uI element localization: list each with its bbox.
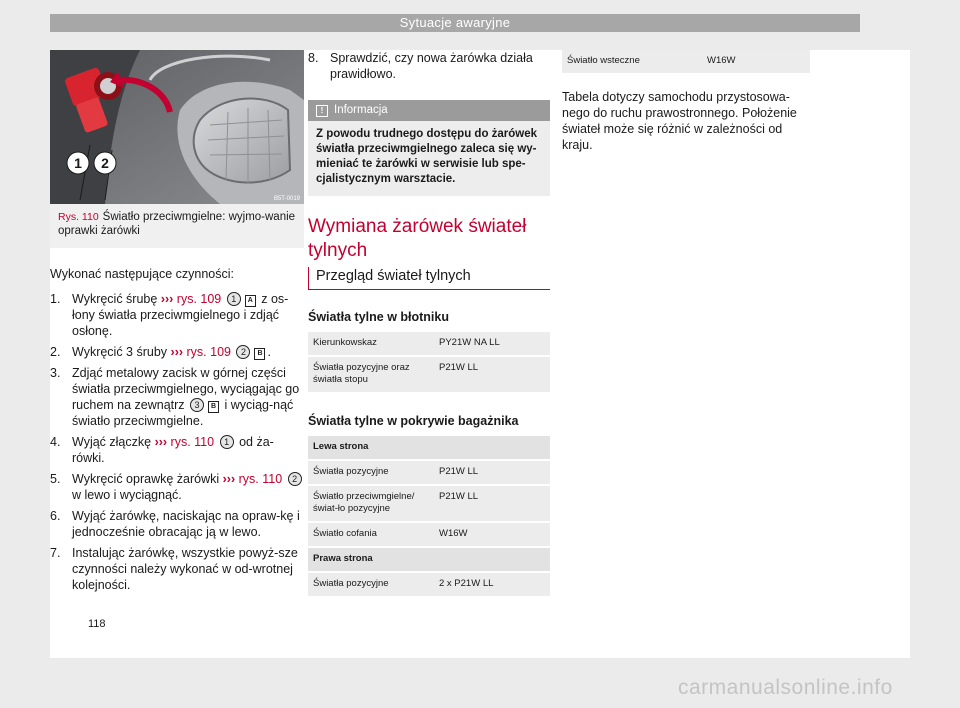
table-row: Światło cofania W16W xyxy=(308,522,550,547)
callout-marker: 1 xyxy=(227,292,241,306)
table-note: Tabela dotyczy samochodu przystosowa-nego do ruchu prawostronnego. Położenie świateł może się różnić w zależności od kraju. xyxy=(562,90,797,152)
table-reverse-light xyxy=(562,50,810,75)
table-row-header: Prawa strona xyxy=(308,547,550,572)
figure-code: B5T-0019 xyxy=(273,196,300,202)
info-box-header: ! Informacja xyxy=(308,100,550,121)
column-right xyxy=(562,50,810,153)
callout-1: 1 xyxy=(74,155,82,171)
list-item: 4. Wyjąć złączkę ››› rys. 110 1 od ża-rówki. xyxy=(50,435,274,465)
figure-link[interactable]: rys. 109 xyxy=(186,345,231,359)
section-heading: Wymiana żarówek świateł tylnych xyxy=(308,216,527,261)
table-row: Światło wsteczne W16W xyxy=(562,50,810,74)
figure-link[interactable]: rys. 109 xyxy=(176,292,222,306)
section-header: Sytuacje awaryjne xyxy=(50,14,860,32)
list-item: 5. Wykręcić oprawkę żarówki ››› rys. 110 2 w lewo i wyciągnąć. xyxy=(50,471,304,503)
callout-marker: 2 xyxy=(288,472,302,486)
table-row: Światła pozycyjne 2 x P21W LL xyxy=(308,572,550,597)
list-item: 7. Instalując żarówkę, wszystkie powyż-sze czynności należy wykonać w od-wrotnej kolejności. xyxy=(50,546,298,592)
list-item: 3. Zdjąć metalowy zacisk w górnej części światła przeciwmgielnego, wyciągając go ruchem na zewnątrz 3 B i wyciąg-nąć światło przeciwmgielne. xyxy=(50,366,300,428)
figure-letter: B xyxy=(208,401,219,413)
fog-light-illustration xyxy=(50,50,304,204)
callout-marker: 1 xyxy=(220,435,234,449)
table-row: Światła pozycyjne P21W LL xyxy=(308,460,550,485)
figure-letter: A xyxy=(245,295,256,307)
watermark: carmanualsonline.info xyxy=(678,676,893,699)
table-row: Kierunkowskaz PY21W NA LL xyxy=(308,332,550,356)
caption-text: Światło przeciwmgielne: wyjmo-wanie oprawki żarówki xyxy=(58,211,296,237)
list-item: 6. Wyjąć żarówkę, naciskając na opraw-kę i jednocześnie obracając ją w lewo. xyxy=(50,509,300,539)
callout-marker: 3 xyxy=(190,398,204,412)
figure-fog-light xyxy=(50,50,304,204)
table-row: Światło przeciwmgielne/świat-ło pozycyjne P21W LL xyxy=(308,485,550,522)
figure-caption xyxy=(50,204,304,248)
info-icon: ! xyxy=(316,105,328,117)
subheading: Przegląd świateł tylnych xyxy=(316,268,471,284)
table1-title: Światła tylne w błotniku xyxy=(308,310,449,324)
steps-list-continued xyxy=(308,50,550,82)
table-row-header: Lewa strona xyxy=(308,436,550,460)
figure-link[interactable]: rys. 110 xyxy=(170,435,215,449)
callout-2: 2 xyxy=(101,155,109,171)
table-row: Światła pozycyjne oraz światła stopu P21W LL xyxy=(308,356,550,393)
table-fender-lights xyxy=(308,332,550,394)
list-item: 2. Wykręcić 3 śruby ››› rys. 109 2 B . xyxy=(50,345,271,359)
table2-title: Światła tylne w pokrywie bagażnika xyxy=(308,414,519,428)
figure-link[interactable]: rys. 110 xyxy=(238,472,283,486)
figure-letter: B xyxy=(254,348,265,360)
column-left xyxy=(50,50,304,598)
page-number: 118 xyxy=(88,618,106,630)
list-item: 8. Sprawdzić, czy nowa żarówka działa prawidłowo. xyxy=(308,51,533,81)
callout-marker: 2 xyxy=(236,345,250,359)
steps-list xyxy=(50,291,304,593)
subheading-wrapper xyxy=(308,267,550,290)
table-tailgate-lights xyxy=(308,436,550,598)
list-item: 1. Wykręcić śrubę ››› rys. 109 1 A z os-łony światła przeciwmgielnego i zdjąć osłonę. xyxy=(50,292,289,338)
steps-lead: Wykonać następujące czynności: xyxy=(50,267,235,281)
column-middle xyxy=(308,50,550,598)
caption-ref: Rys. 110 xyxy=(58,211,99,223)
info-box-text: Z powodu trudnego dostępu do żarówek światła przeciwmgielnego zaleca się wy-mieniać te żarówki w serwisie lub spe-cjalistycznym warsztacie. xyxy=(316,128,538,185)
info-box xyxy=(308,100,550,196)
